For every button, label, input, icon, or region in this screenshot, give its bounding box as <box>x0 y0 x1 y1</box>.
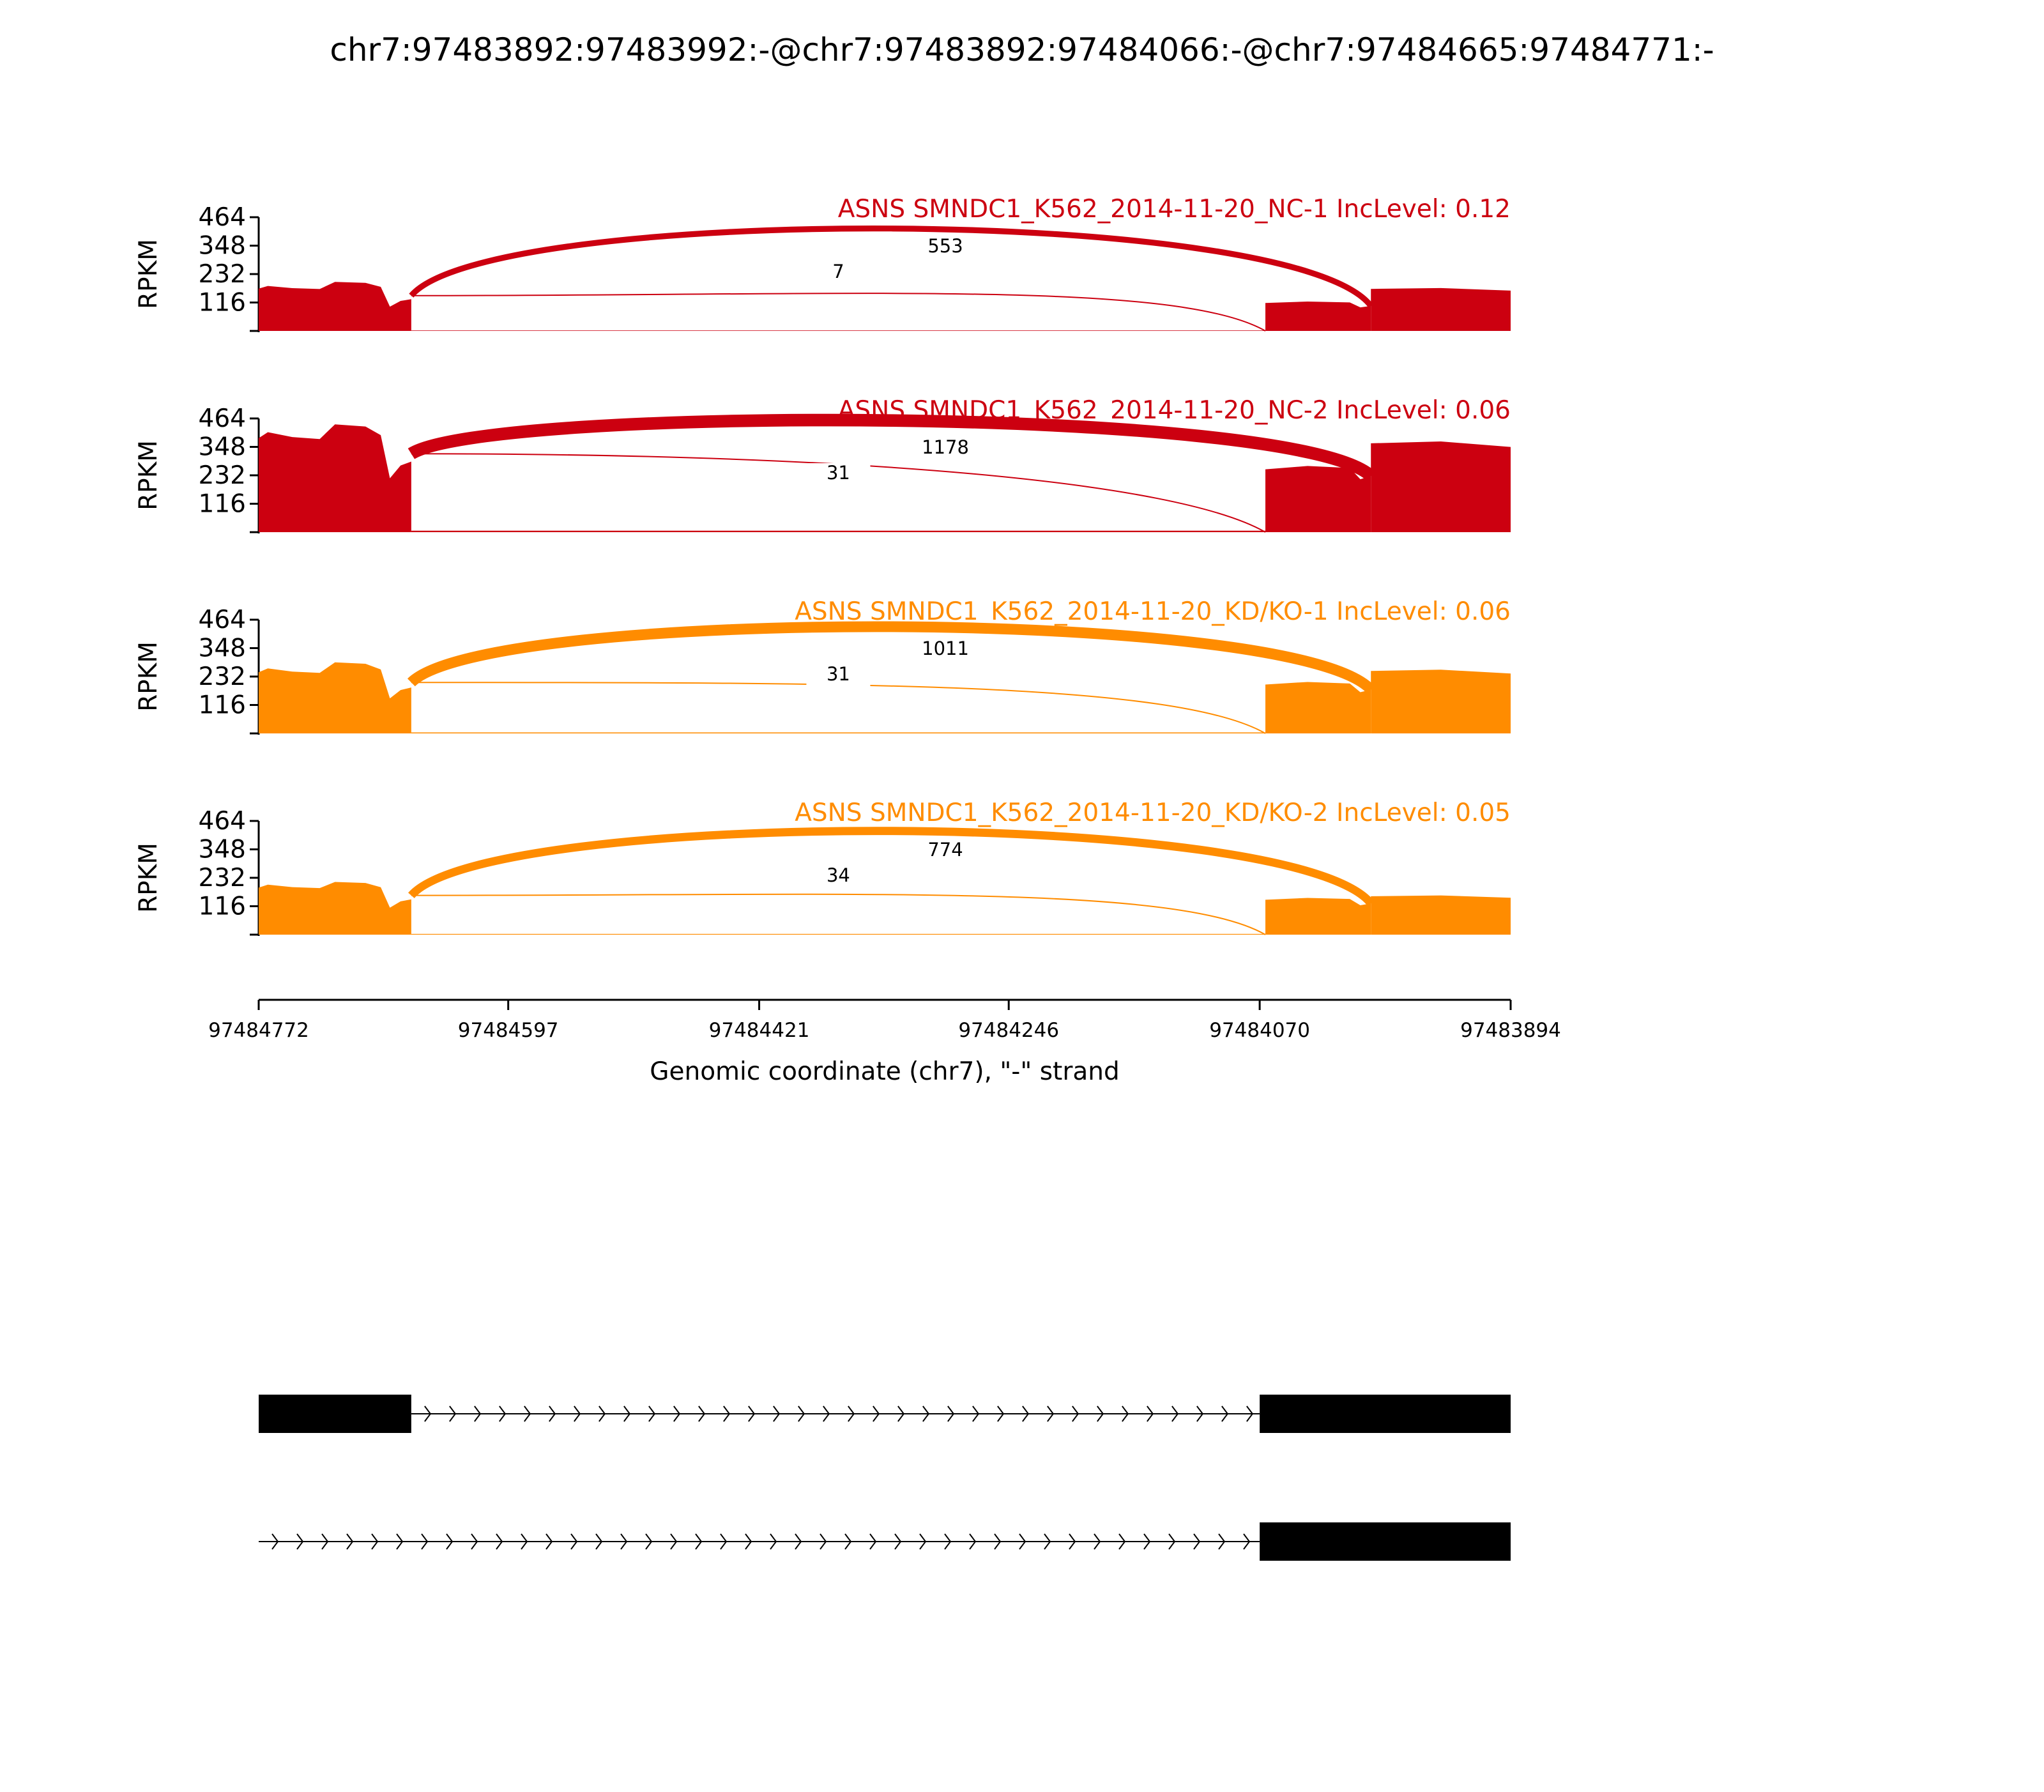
y-axis-label: RPKM <box>134 843 163 913</box>
y-tick-label: 116 <box>198 288 246 318</box>
coverage-exon2 <box>1265 302 1371 331</box>
y-axis-label: RPKM <box>134 641 163 712</box>
figure-title: chr7:97483892:97483992:-@chr7:97483892:97484066:-@chr7:97484665:97484771:- <box>330 31 1714 68</box>
coverage-exon2 <box>1265 682 1371 733</box>
exon-block <box>259 1395 411 1433</box>
x-tick-label: 97484597 <box>457 1019 559 1042</box>
coverage-intron <box>411 330 1265 331</box>
coverage-intron <box>411 934 1265 935</box>
y-tick-label: 464 <box>198 203 246 232</box>
junction-arc <box>411 293 1265 331</box>
junction-arc <box>411 627 1371 690</box>
y-tick-label: 232 <box>198 864 246 892</box>
x-axis-label: Genomic coordinate (chr7), "-" strand <box>650 1057 1120 1086</box>
coverage-intron <box>411 531 1265 532</box>
y-tick-label: 116 <box>198 489 246 519</box>
coverage-exon1 <box>259 662 411 733</box>
y-tick-label: 232 <box>198 461 246 490</box>
coverage-exon1 <box>259 882 411 935</box>
y-tick-label: 116 <box>198 892 246 921</box>
track-title: ASNS SMNDC1_K562_2014-11-20_KD/KO-2 IncLevel: 0.05 <box>795 799 1511 827</box>
junction-count-label: 1011 <box>922 638 969 659</box>
junction-count-label: 774 <box>927 839 963 861</box>
exon-block <box>1260 1522 1511 1561</box>
x-tick-label: 97484772 <box>208 1019 309 1042</box>
y-tick-label: 232 <box>198 662 246 691</box>
y-tick-label: 348 <box>198 231 246 261</box>
coverage-exon3 <box>1371 441 1511 532</box>
x-tick-label: 97483894 <box>1460 1019 1561 1042</box>
track-title: ASNS SMNDC1_K562_2014-11-20_NC-2 IncLevel: 0.06 <box>837 396 1511 425</box>
sashimi-track-3 <box>134 597 1511 735</box>
coverage-exon1 <box>259 282 411 331</box>
coverage-exon3 <box>1371 288 1511 331</box>
y-tick-label: 464 <box>198 606 246 634</box>
x-tick-label: 97484246 <box>958 1019 1060 1042</box>
junction-arc <box>411 229 1371 306</box>
junction-count-label: 34 <box>826 864 850 886</box>
x-tick-label: 97484070 <box>1209 1019 1311 1042</box>
coverage-exon1 <box>259 424 411 532</box>
isoform-2 <box>259 1522 1511 1561</box>
coverage-exon2 <box>1265 466 1371 532</box>
junction-count-label: 7 <box>832 261 844 282</box>
y-tick-label: 232 <box>198 260 246 289</box>
coverage-intron <box>411 732 1265 733</box>
y-tick-label: 348 <box>198 634 246 663</box>
coverage-exon2 <box>1265 898 1371 935</box>
y-tick-label: 464 <box>198 807 246 836</box>
isoform-1 <box>259 1395 1511 1433</box>
sashimi-track-4 <box>134 799 1511 936</box>
y-tick-label: 116 <box>198 691 246 720</box>
coverage-exon3 <box>1371 670 1511 733</box>
y-tick-label: 348 <box>198 835 246 864</box>
y-axis-label: RPKM <box>134 239 163 309</box>
track-title: ASNS SMNDC1_K562_2014-11-20_KD/KO-1 IncLevel: 0.06 <box>795 597 1511 626</box>
coverage-exon3 <box>1371 896 1511 935</box>
y-tick-label: 348 <box>198 433 246 462</box>
junction-count-label: 31 <box>826 663 850 685</box>
y-axis-label: RPKM <box>134 440 163 510</box>
junction-count-label: 553 <box>927 235 963 257</box>
junction-arc <box>411 682 1265 733</box>
sashimi-track-2 <box>134 396 1511 533</box>
junction-count-label: 1178 <box>922 436 969 458</box>
sashimi-track-1 <box>134 195 1511 332</box>
exon-block <box>1260 1395 1511 1433</box>
junction-arc <box>411 831 1371 903</box>
y-tick-label: 464 <box>198 404 246 433</box>
junction-count-label: 31 <box>826 462 850 484</box>
junction-arc <box>411 894 1265 935</box>
track-title: ASNS SMNDC1_K562_2014-11-20_NC-1 IncLevel: 0.12 <box>837 195 1511 224</box>
x-tick-label: 97484421 <box>708 1019 810 1042</box>
